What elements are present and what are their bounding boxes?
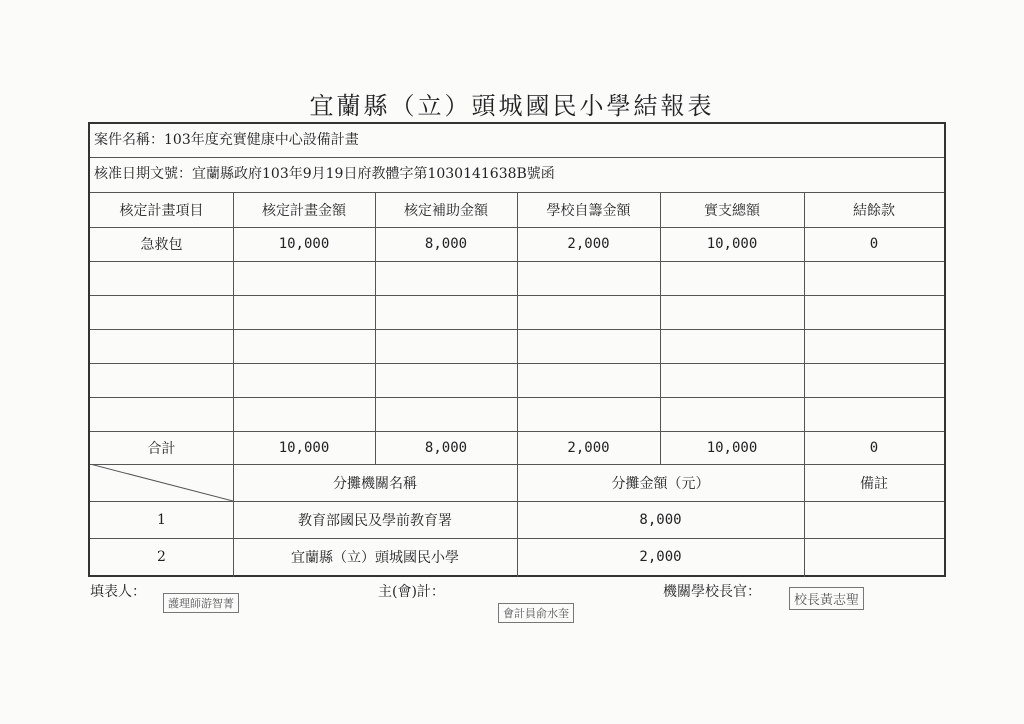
share-amount: 8,000: [639, 511, 682, 528]
table-cell: 10,000: [278, 236, 330, 252]
accountant-label: 主(會)計：: [378, 584, 445, 600]
share-remark: [804, 538, 944, 575]
table-cell: 8,000: [424, 236, 468, 252]
share-index: 1: [157, 511, 166, 528]
table-cell: 2,000: [567, 236, 610, 252]
head-label: 機關學校長官：: [663, 584, 761, 600]
filler-stamp: 護理師游智菁: [163, 593, 239, 613]
share-agency: 宜蘭縣（立）頭城國民小學: [291, 549, 459, 566]
share-header-remark: 備註: [860, 475, 888, 492]
table-cell: 10,000: [706, 236, 758, 252]
header-actual-total: 實支總額: [704, 203, 760, 219]
diagonal-divider: [90, 464, 233, 501]
share-agency: 教育部國民及學前教育署: [298, 512, 452, 529]
table-cell: 0: [869, 236, 879, 252]
header-plan-amount: 核定計畫金額: [262, 203, 346, 219]
approval-number: 核准日期文號：宜蘭縣政府103年9月19日府教體字第1030141638B號函: [94, 166, 555, 182]
total-cell: 0: [869, 439, 879, 456]
share-remark: [804, 501, 944, 538]
header-item: 核定計畫項目: [119, 203, 204, 219]
header-self-funded: 學校自籌金額: [546, 203, 631, 219]
accountant-stamp: 會計員俞水奎: [498, 603, 574, 623]
share-index: 2: [157, 548, 166, 565]
header-subsidy-amount: 核定補助金額: [404, 203, 488, 219]
total-cell: 8,000: [424, 439, 468, 456]
total-label: 合計: [147, 440, 176, 457]
table-cell: 急救包: [140, 237, 183, 253]
header-balance: 結餘款: [853, 203, 895, 219]
report-table: [88, 122, 946, 577]
share-header-amount: 分攤金額（元）: [611, 475, 710, 492]
filler-label: 填表人：: [90, 584, 146, 600]
case-name-row: [90, 124, 944, 158]
total-cell: 10,000: [706, 439, 758, 456]
approval-row: [90, 158, 944, 193]
total-cell: 10,000: [278, 439, 330, 456]
page-title: 宜蘭縣（立）頭城國民小學結報表: [309, 92, 715, 120]
share-amount: 2,000: [639, 548, 682, 565]
total-cell: 2,000: [567, 439, 610, 456]
head-stamp: 校長黃志聖: [789, 587, 864, 610]
share-header-agency: 分攤機關名稱: [333, 475, 417, 492]
case-name: 案件名稱：103年度充實健康中心設備計畫: [94, 132, 359, 148]
